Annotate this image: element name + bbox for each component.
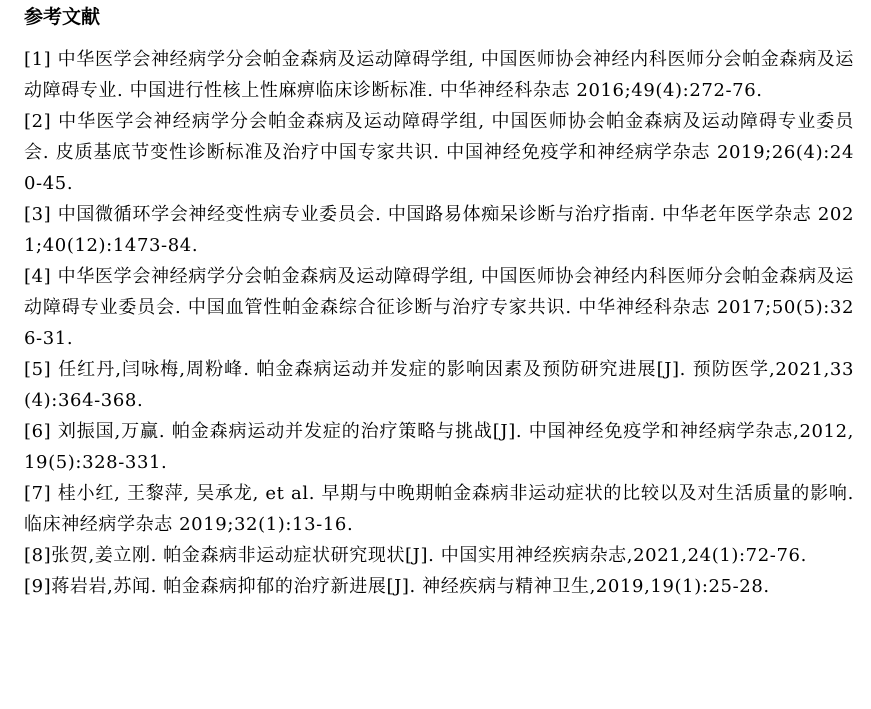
reference-item-6: [6] 刘振国,万赢. 帕金森病运动并发症的治疗策略与挑战[J]. 中国神经免疫学和神经病学杂志,2012,19(5):328-331.	[24, 421, 854, 473]
reference-item-9: [9]蒋岩岩,苏闻. 帕金森病抑郁的治疗新进展[J]. 神经疾病与精神卫生,2019,19(1):25-28.	[24, 576, 770, 597]
reference-item-4: [4] 中华医学会神经病学分会帕金森病及运动障碍学组, 中国医师协会神经内科医师分会帕金森病及运动障碍专业委员会. 中国血管性帕金森综合征诊断与治疗专家共识. 中华神经科杂志 2017;50(5):326-31.	[24, 266, 854, 349]
reference-item-3: [3] 中国微循环学会神经变性病专业委员会. 中国路易体痴呆诊断与治疗指南. 中华老年医学杂志 2021;40(12):1473-84.	[24, 204, 854, 256]
reference-item-7: [7] 桂小红, 王黎萍, 吴承龙, et al. 早期与中晚期帕金森病非运动症状的比较以及对生活质量的影响. 临床神经病学杂志 2019;32(1):13-16.	[24, 483, 854, 535]
reference-item-5: [5] 任红丹,闫咏梅,周粉峰. 帕金森病运动并发症的影响因素及预防研究进展[J]. 预防医学,2021,33(4):364-368.	[24, 359, 854, 411]
reference-item-1: [1] 中华医学会神经病学分会帕金森病及运动障碍学组, 中国医师协会神经内科医师分会帕金森病及运动障碍专业. 中国进行性核上性麻痹临床诊断标准. 中华神经科杂志 2016;49(4):272-76.	[24, 49, 854, 101]
reference-item-8: [8]张贺,姜立刚. 帕金森病非运动症状研究现状[J]. 中国实用神经疾病杂志,2021,24(1):72-76.	[24, 545, 807, 566]
reference-list	[24, 44, 854, 602]
references-heading: 参考文献	[24, 6, 101, 28]
reference-item-2: [2] 中华医学会神经病学分会帕金森病及运动障碍学组, 中国医师协会帕金森病及运动障碍专业委员会. 皮质基底节变性诊断标准及治疗中国专家共识. 中国神经免疫学和神经病学杂志 2019;26(4):240-45.	[24, 111, 854, 194]
